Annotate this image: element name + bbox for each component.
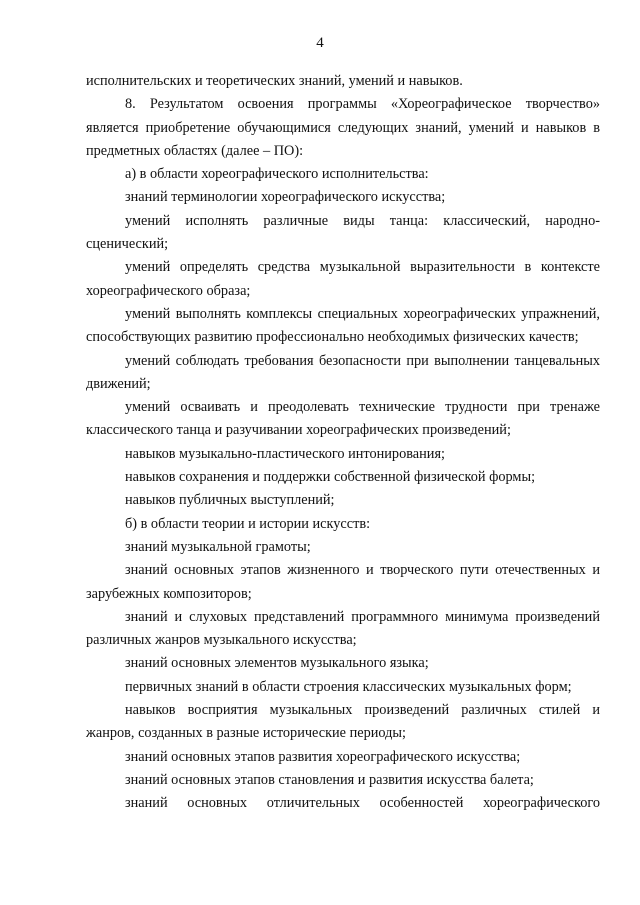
list-item: умений соблюдать требования безопасности при выполнении танцевальных движений; (86, 352, 600, 392)
list-item: навыков восприятия музыкальных произведений различных стилей и жанров, созданных в разные исторические периоды; (86, 702, 600, 742)
list-item: знаний терминологии хореографического искусства; (125, 189, 446, 206)
list-item: первичных знаний в области строения классических музыкальных форм; (125, 678, 572, 695)
section-heading-a: а) в области хореографического исполнительства: (125, 166, 429, 183)
list-item: знаний основных этапов становления и развития искусства балета; (125, 771, 534, 788)
list-item: знаний основных этапов развития хореографического искусства; (125, 748, 521, 765)
list-item: навыков музыкально-пластического интонирования; (125, 445, 445, 462)
document-body (86, 70, 600, 816)
list-item: навыков сохранения и поддержки собственной физической формы; (125, 469, 536, 486)
list-item: навыков публичных выступлений; (125, 492, 335, 509)
list-item: знаний основных элементов музыкального языка; (125, 655, 429, 672)
list-item-continues: знаний основных отличительных особенностей хореографического (125, 795, 600, 812)
page-number: 4 (316, 35, 324, 51)
list-item: умений исполнять различные виды танца: классический, народно-сценический; (86, 212, 600, 253)
section-heading-b: б) в области теории и истории искусств: (125, 515, 371, 532)
paragraph-continuation: исполнительских и теоретических знаний, умений и навыков. (86, 73, 463, 89)
list-item: умений определять средства музыкальной выразительности в контексте хореографического образа; (86, 259, 600, 299)
paragraph-item-8: 8. Результатом освоения программы «Хореографическое творчество» является приобретение обучающимися следующих знаний, умений и навыков в предметных областях (далее – ПО): (86, 96, 600, 159)
list-item: знаний музыкальной грамоты; (125, 538, 311, 555)
list-item: умений осваивать и преодолевать технические трудности при тренаже классического танца и разучивании хореографических произведений; (86, 399, 600, 439)
list-item: умений выполнять комплексы специальных хореографических упражнений, способствующих развитию профессионально необходимых физических качеств; (86, 305, 600, 346)
list-item: знаний и слуховых представлений программного минимума произведений различных жанров музыкального искусства; (86, 608, 600, 649)
list-item: знаний основных этапов жизненного и творческого пути отечественных и зарубежных композиторов; (86, 562, 600, 602)
